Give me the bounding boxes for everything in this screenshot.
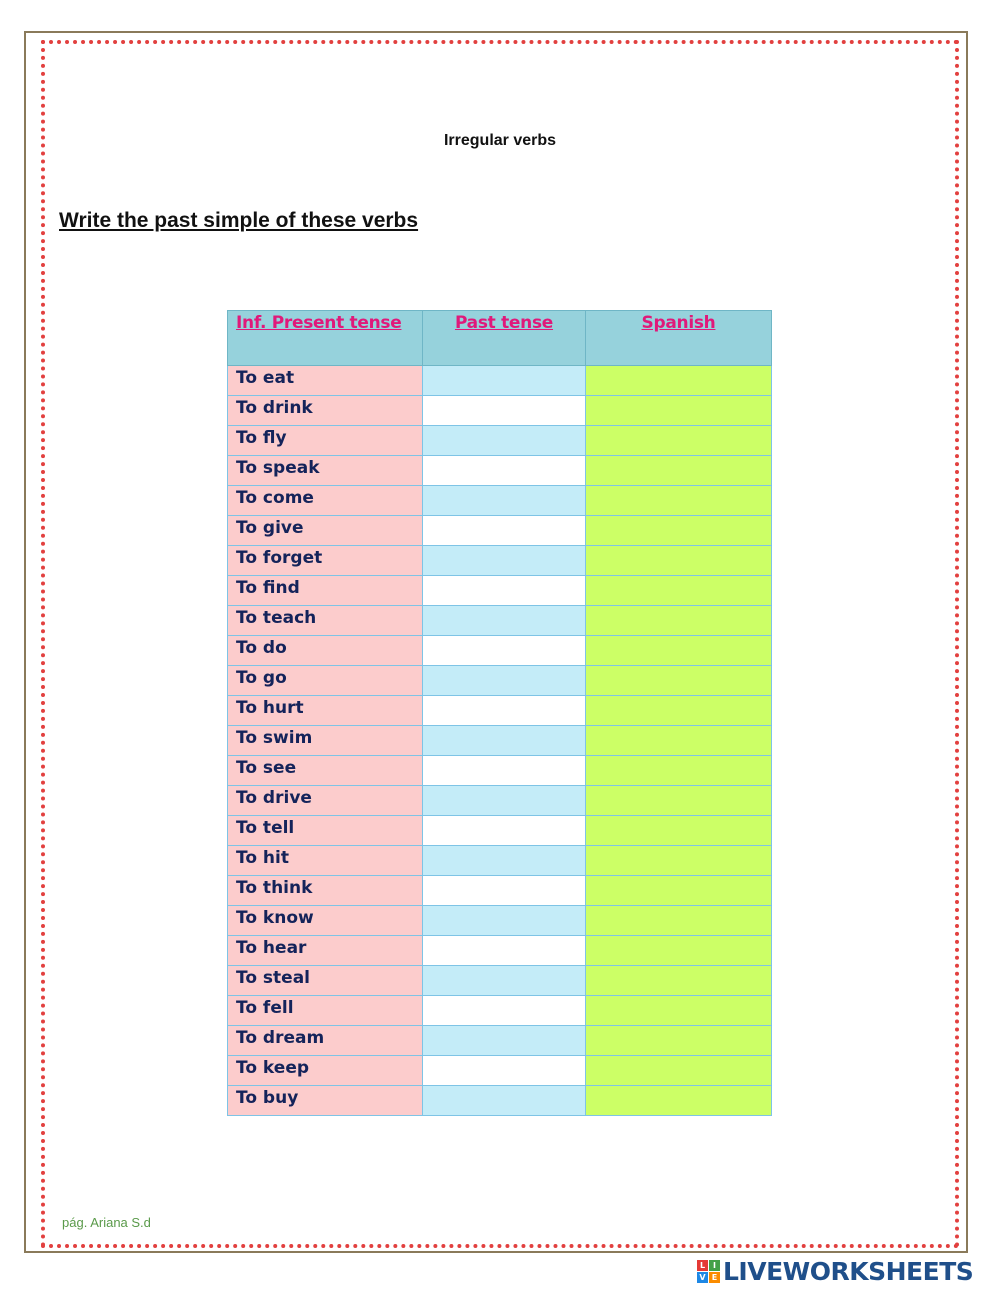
liveworksheets-brand[interactable]	[697, 1257, 973, 1285]
table-row	[228, 516, 772, 546]
table-row	[228, 456, 772, 486]
table-header-row	[228, 311, 772, 366]
verb-infinitive-cell: To drive	[228, 786, 423, 816]
table-row	[228, 666, 772, 696]
spanish-cell	[586, 1026, 772, 1056]
header-infinitive: Inf. Present tense	[228, 311, 423, 366]
spanish-cell	[586, 876, 772, 906]
spanish-cell	[586, 546, 772, 576]
past-tense-cell	[423, 726, 586, 756]
past-tense-input[interactable]	[423, 696, 585, 724]
verb-infinitive-cell: To do	[228, 636, 423, 666]
table-row	[228, 996, 772, 1026]
verb-infinitive-cell: To keep	[228, 1056, 423, 1086]
spanish-input[interactable]	[586, 876, 771, 904]
spanish-cell	[586, 1086, 772, 1116]
past-tense-cell	[423, 696, 586, 726]
spanish-cell	[586, 1056, 772, 1086]
table-row	[228, 486, 772, 516]
header-past-tense: Past tense	[423, 311, 586, 366]
spanish-input[interactable]	[586, 906, 771, 934]
past-tense-cell	[423, 1026, 586, 1056]
verb-infinitive-cell: To teach	[228, 606, 423, 636]
past-tense-cell	[423, 456, 586, 486]
spanish-input[interactable]	[586, 516, 771, 544]
verb-infinitive-cell: To hear	[228, 936, 423, 966]
past-tense-cell	[423, 576, 586, 606]
past-tense-cell	[423, 816, 586, 846]
past-tense-cell	[423, 846, 586, 876]
past-tense-input[interactable]	[423, 906, 585, 934]
past-tense-cell	[423, 606, 586, 636]
brand-name: LIVEWORKSHEETS	[723, 1256, 974, 1286]
spanish-input[interactable]	[586, 636, 771, 664]
verb-infinitive-cell: To steal	[228, 966, 423, 996]
spanish-cell	[586, 666, 772, 696]
past-tense-input[interactable]	[423, 486, 585, 514]
instruction-heading: Write the past simple of these verbs	[59, 209, 419, 232]
spanish-input[interactable]	[586, 816, 771, 844]
past-tense-input[interactable]	[423, 816, 585, 844]
past-tense-cell	[423, 1056, 586, 1086]
verb-infinitive-cell: To know	[228, 906, 423, 936]
spanish-input[interactable]	[586, 726, 771, 754]
spanish-input[interactable]	[586, 996, 771, 1024]
logo-letter-tile: L	[697, 1260, 708, 1271]
table-row	[228, 816, 772, 846]
past-tense-input[interactable]	[423, 606, 585, 634]
past-tense-input[interactable]	[423, 666, 585, 694]
spanish-cell	[586, 516, 772, 546]
past-tense-cell	[423, 936, 586, 966]
table-row	[228, 906, 772, 936]
logo-letter-tile: V	[697, 1272, 708, 1283]
verb-infinitive-cell: To fly	[228, 426, 423, 456]
spanish-input[interactable]	[586, 1086, 771, 1114]
past-tense-input[interactable]	[423, 756, 585, 784]
table-row	[228, 396, 772, 426]
worksheet-title: Irregular verbs	[443, 132, 557, 149]
table-row	[228, 1026, 772, 1056]
spanish-input[interactable]	[586, 966, 771, 994]
spanish-cell	[586, 846, 772, 876]
spanish-cell	[586, 756, 772, 786]
spanish-input[interactable]	[586, 576, 771, 604]
spanish-cell	[586, 696, 772, 726]
verb-infinitive-cell: To dream	[228, 1026, 423, 1056]
past-tense-cell	[423, 636, 586, 666]
past-tense-cell	[423, 1086, 586, 1116]
past-tense-cell	[423, 966, 586, 996]
spanish-cell	[586, 996, 772, 1026]
table-row	[228, 696, 772, 726]
irregular-verbs-table	[227, 310, 772, 1116]
spanish-cell	[586, 936, 772, 966]
table-row	[228, 846, 772, 876]
verb-infinitive-cell: To think	[228, 876, 423, 906]
past-tense-cell	[423, 786, 586, 816]
spanish-input[interactable]	[586, 696, 771, 724]
spanish-cell	[586, 906, 772, 936]
table-row	[228, 366, 772, 396]
past-tense-input[interactable]	[423, 726, 585, 754]
past-tense-cell	[423, 486, 586, 516]
table-row	[228, 426, 772, 456]
past-tense-input[interactable]	[423, 546, 585, 574]
past-tense-input[interactable]	[423, 1086, 585, 1114]
logo-letter-tile: I	[709, 1260, 720, 1271]
spanish-input[interactable]	[586, 486, 771, 514]
past-tense-input[interactable]	[423, 846, 585, 874]
table-row	[228, 756, 772, 786]
spanish-cell	[586, 456, 772, 486]
table-row	[228, 726, 772, 756]
spanish-input[interactable]	[586, 426, 771, 454]
footer-author-note: pág. Ariana S.d	[62, 1215, 151, 1230]
table-row	[228, 1086, 772, 1116]
spanish-cell	[586, 426, 772, 456]
verb-infinitive-cell: To come	[228, 486, 423, 516]
past-tense-cell	[423, 756, 586, 786]
past-tense-input[interactable]	[423, 366, 585, 394]
table-row	[228, 636, 772, 666]
spanish-input[interactable]	[586, 786, 771, 814]
verb-infinitive-cell: To go	[228, 666, 423, 696]
spanish-cell	[586, 816, 772, 846]
verb-infinitive-cell: To find	[228, 576, 423, 606]
past-tense-input[interactable]	[423, 1026, 585, 1054]
past-tense-input[interactable]	[423, 966, 585, 994]
spanish-input[interactable]	[586, 936, 771, 964]
past-tense-cell	[423, 546, 586, 576]
spanish-cell	[586, 726, 772, 756]
past-tense-input[interactable]	[423, 996, 585, 1024]
verb-infinitive-cell: To fell	[228, 996, 423, 1026]
table-row	[228, 786, 772, 816]
past-tense-input[interactable]	[423, 636, 585, 664]
table-row	[228, 936, 772, 966]
table-row	[228, 546, 772, 576]
spanish-input[interactable]	[586, 1026, 771, 1054]
spanish-cell	[586, 636, 772, 666]
spanish-input[interactable]	[586, 1056, 771, 1084]
table-row	[228, 966, 772, 996]
spanish-cell	[586, 576, 772, 606]
verb-infinitive-cell: To forget	[228, 546, 423, 576]
verb-infinitive-cell: To give	[228, 516, 423, 546]
verb-infinitive-cell: To drink	[228, 396, 423, 426]
past-tense-cell	[423, 426, 586, 456]
verb-infinitive-cell: To swim	[228, 726, 423, 756]
spanish-cell	[586, 966, 772, 996]
past-tense-cell	[423, 996, 586, 1026]
spanish-input[interactable]	[586, 546, 771, 574]
past-tense-input[interactable]	[423, 1056, 585, 1084]
past-tense-cell	[423, 876, 586, 906]
spanish-cell	[586, 606, 772, 636]
table-row	[228, 1056, 772, 1086]
past-tense-cell	[423, 366, 586, 396]
past-tense-input[interactable]	[423, 576, 585, 604]
spanish-cell	[586, 366, 772, 396]
verb-infinitive-cell: To tell	[228, 816, 423, 846]
verb-infinitive-cell: To hurt	[228, 696, 423, 726]
spanish-cell	[586, 396, 772, 426]
spanish-input[interactable]	[586, 756, 771, 784]
past-tense-input[interactable]	[423, 876, 585, 904]
liveworksheets-logo-icon	[697, 1260, 720, 1283]
spanish-input[interactable]	[586, 366, 771, 394]
past-tense-input[interactable]	[423, 516, 585, 544]
header-spanish: Spanish	[586, 311, 772, 366]
spanish-input[interactable]	[586, 396, 771, 424]
past-tense-cell	[423, 396, 586, 426]
past-tense-cell	[423, 666, 586, 696]
spanish-input[interactable]	[586, 846, 771, 874]
past-tense-cell	[423, 906, 586, 936]
verb-infinitive-cell: To speak	[228, 456, 423, 486]
past-tense-input[interactable]	[423, 936, 585, 964]
spanish-input[interactable]	[586, 456, 771, 484]
table-row	[228, 576, 772, 606]
past-tense-input[interactable]	[423, 456, 585, 484]
logo-letter-tile: E	[709, 1272, 720, 1283]
past-tense-input[interactable]	[423, 786, 585, 814]
spanish-cell	[586, 786, 772, 816]
table-row	[228, 606, 772, 636]
spanish-input[interactable]	[586, 666, 771, 694]
table-row	[228, 876, 772, 906]
verb-infinitive-cell: To see	[228, 756, 423, 786]
spanish-cell	[586, 486, 772, 516]
past-tense-input[interactable]	[423, 396, 585, 424]
past-tense-input[interactable]	[423, 426, 585, 454]
verb-infinitive-cell: To buy	[228, 1086, 423, 1116]
verb-rows	[228, 366, 772, 1116]
past-tense-cell	[423, 516, 586, 546]
verb-infinitive-cell: To hit	[228, 846, 423, 876]
verb-infinitive-cell: To eat	[228, 366, 423, 396]
spanish-input[interactable]	[586, 606, 771, 634]
